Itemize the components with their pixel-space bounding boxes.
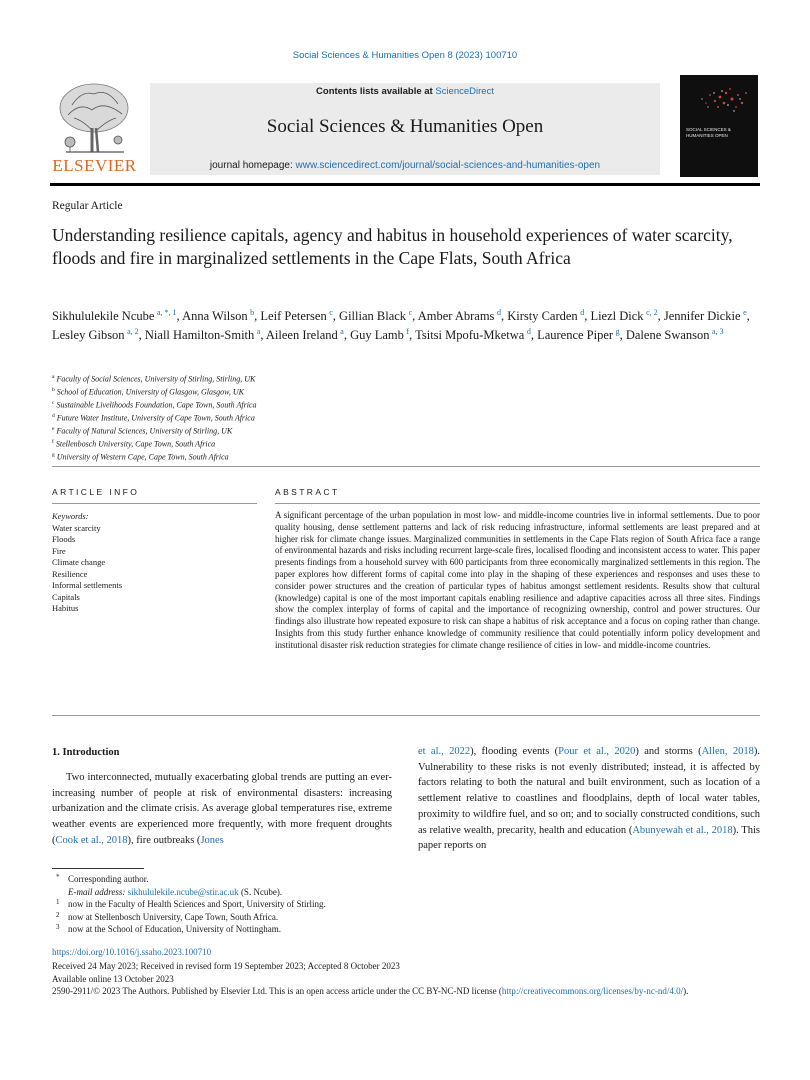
author-affiliation-marks[interactable]: c: [408, 307, 413, 317]
footnote-mark: 2: [56, 910, 60, 919]
author-affiliation-marks[interactable]: c: [329, 307, 333, 317]
doi-link[interactable]: https://doi.org/10.1016/j.ssaho.2023.100710: [52, 947, 212, 957]
citation-link[interactable]: Jones: [200, 834, 224, 846]
keywords-block: [52, 511, 252, 615]
footnotes: [52, 873, 452, 936]
affiliation-key: g: [52, 452, 55, 459]
email-label: E-mail address:: [68, 886, 126, 897]
author[interactable]: [415, 328, 531, 342]
affiliation-key: f: [52, 439, 54, 446]
intro-text: ), flooding events (: [470, 746, 559, 757]
affiliation: [52, 398, 452, 411]
author-list: Sikhululekile Ncube $^{a, *, 1}$, Anna Wilson $^b$, Leif Petersen $^c$, Gillian Black $^c$, Amber Abrams $^d$, Kirsty Carden $^d$, Liezl Dick $^{c, 2}$, Jennifer Dickie $^e$, Lesley Gibson $^{a, 2}$, Niall Hamilton-Smith $^a$, Aileen Ireland $^a$, Guy Lamb $^f$, Tsitsi Mpofu-Mketwa $^d$, Laurence Piper $^g$, Dalene Swanson $^{a, 3}$: [52, 307, 750, 342]
intro-text: ) and storms (: [635, 746, 702, 757]
affiliation: [52, 450, 452, 463]
available-online: Available online 13 October 2023: [52, 973, 174, 984]
keywords-label: Keywords:: [52, 511, 89, 521]
homepage-link[interactable]: www.sciencedirect.com/journal/social-sciences-and-humanities-open: [295, 160, 601, 171]
abstract-heading: ABSTRACT: [275, 487, 340, 497]
author[interactable]: [507, 309, 584, 323]
author-affiliation-marks[interactable]: d: [526, 326, 531, 336]
author-name: Leif Petersen: [260, 309, 327, 323]
footnote-mark: 1: [56, 898, 60, 907]
footnote-text: now at Stellenbosch University, Cape Town, South Africa.: [68, 911, 279, 922]
author-affiliation-marks[interactable]: d: [496, 307, 501, 317]
author[interactable]: [350, 328, 409, 342]
affiliation-key: d: [52, 413, 55, 420]
header-rule: [50, 183, 760, 186]
intro-text: Two interconnected, mutually exacerbating global trends are putting an ever-increasing number of people at risk of environmental disasters: increasing urbanization and the climate crisis. As average global temperatures rise, extreme weather events are experienced more frequently, with more frequent droughts (: [52, 772, 392, 846]
footnote-rule: [52, 868, 144, 869]
author-name: Tsitsi Mpofu-Mketwa: [415, 328, 525, 342]
author-name: Niall Hamilton-Smith: [144, 328, 255, 342]
keyword: Fire: [52, 545, 66, 556]
keyword: Climate change: [52, 557, 106, 567]
footnote: [52, 923, 452, 936]
author-affiliation-marks[interactable]: f: [406, 326, 410, 336]
author-name: Guy Lamb: [350, 328, 404, 342]
footnote-mark: 3: [56, 923, 60, 932]
affiliation: [52, 437, 452, 450]
intro-column-1: [52, 770, 392, 849]
author[interactable]: [339, 309, 412, 323]
affiliation-text: Stellenbosch University, Cape Town, South Africa: [55, 439, 216, 449]
footnote-text: now in the Faculty of Health Sciences and Sport, University of Stirling.: [68, 899, 326, 910]
abstract-text: A significant percentage of the urban population in most low- and middle-income countries live in informal settlements. Due to poor quality housing, dense settlement patterns and lack of risk reducing infrastructure, informal settlements are least prepared and at higher risk for climate change issues. Marginalized communities in settlements in the Cape Flats region of South Africa face a range of environmental hazards and risks including recurrent large-scale fires, localised flooding and inconsistent access to water. This paper presents findings from a household survey with 600 participants from three economically marginalized settlements in this region. The paper explores how different forms of capital come into play in the shaping of these experiences and responses and uses these to consider power structures and the creation of particular types of habitus amongst settlement residents. Results show that cultural (knowledge) capital is one of the most important capitals enabling resilience and adaptive capacities across all three sites. Findings show the complex interplay of forms of capital and the importance of recognizing ownership, control and power structures. Our findings also illustrate how repeated exposure to risk can shape a habitus of risk acceptance and a focus on coping rather than change. Insights from this study further enhance knowledge of community resilience that could potentially inform policy development and institutional disaster risk reduction strategies for climate change resilience of cities in low- and middle-income countries.: [275, 510, 760, 650]
author-affiliation-marks[interactable]: d: [580, 307, 585, 317]
affiliation-key: e: [52, 426, 55, 433]
author[interactable]: [260, 309, 332, 323]
license-suffix: ).: [683, 986, 689, 997]
contents-prefix: Contents lists available at: [316, 86, 433, 97]
section-heading-introduction: 1. Introduction: [52, 747, 120, 758]
email-link[interactable]: sikhululekile.ncube@stir.ac.uk: [127, 886, 239, 897]
footnote: [52, 911, 452, 924]
divider: [275, 503, 760, 504]
author-name: Kirsty Carden: [507, 309, 578, 323]
author-affiliation-marks[interactable]: a: [340, 326, 344, 336]
footnote-email: [52, 886, 452, 899]
affiliation-text: Future Water Institute, University of Cape Town, South Africa: [56, 413, 255, 423]
sciencedirect-link[interactable]: ScienceDirect: [435, 86, 494, 97]
author-affiliation-marks[interactable]: a: [256, 326, 261, 336]
citation-link[interactable]: Pour et al., 2020: [558, 746, 636, 757]
affiliation-key: a: [52, 374, 55, 380]
author[interactable]: [590, 309, 657, 323]
email-suffix: (S. Ncube).: [240, 886, 283, 897]
footnote-corresponding: * Corresponding author.: [56, 873, 149, 884]
author-affiliation-marks[interactable]: a, *, 1: [156, 307, 177, 317]
intro-text: ), fire outbreaks (: [127, 834, 201, 846]
citation-link[interactable]: Abunyewah et al., 2018: [632, 824, 733, 836]
affiliation-text: School of Education, University of Glasgow, Glasgow, UK: [56, 387, 244, 397]
keyword-list: [52, 523, 252, 615]
keyword: Floods: [52, 534, 76, 544]
author-affiliation-marks[interactable]: a, 3: [712, 326, 724, 336]
author[interactable]: [52, 328, 139, 342]
affiliation-text: Sustainable Livelihoods Foundation, Cape Town, South Africa: [56, 400, 257, 410]
publisher-name: ELSEVIER: [52, 156, 137, 175]
author[interactable]: [626, 328, 724, 342]
author-name: Jennifer Dickie: [663, 309, 741, 323]
article-title: Understanding resilience capitals, agency and habitus in household experiences of water scarcity, floods and fire in marginalized settlements in the Cape Flats, South Africa: [52, 225, 733, 268]
author-name: Amber Abrams: [417, 309, 495, 323]
author-name: Gillian Black: [339, 309, 407, 323]
intro-column-2: [418, 744, 760, 854]
keyword: Capitals: [52, 591, 80, 602]
footnote-notes: [52, 898, 452, 936]
affiliation-text: Faculty of Natural Sciences, University of Stirling, UK: [56, 426, 233, 436]
affiliation-key: c: [52, 400, 55, 407]
author[interactable]: [145, 328, 260, 342]
journal-cover-image[interactable]: [680, 75, 758, 177]
author[interactable]: [537, 328, 620, 342]
affiliation: [52, 424, 452, 437]
author[interactable]: [266, 328, 344, 342]
citation-link[interactable]: et al., 2022: [418, 746, 471, 757]
author-name: Sikhululekile Ncube: [52, 309, 155, 323]
divider: [52, 503, 257, 504]
affiliation: [52, 385, 452, 398]
journal-reference[interactable]: Social Sciences & Humanities Open 8 (2023) 100710: [292, 50, 518, 61]
author-affiliation-marks[interactable]: b: [250, 307, 255, 317]
affiliation: [52, 411, 452, 424]
affiliation-list: [52, 372, 452, 463]
affiliation-text: Faculty of Social Sciences, University of Stirling, Stirling, UK: [56, 374, 256, 384]
author[interactable]: [418, 309, 501, 323]
intro-text: ). This paper reports on: [418, 824, 760, 852]
footnote-text: Corresponding author.: [68, 874, 149, 884]
article-info-heading: ARTICLE INFO: [52, 487, 140, 497]
keyword: Informal settlements: [52, 580, 123, 590]
journal-title: Social Sciences & Humanities Open: [266, 116, 544, 137]
author-name: Lesley Gibson: [52, 328, 125, 342]
keyword: Resilience: [52, 568, 88, 579]
homepage-label: journal homepage:: [209, 160, 293, 171]
affiliation-text: University of Western Cape, Cape Town, South Africa: [56, 453, 229, 463]
footnote-text: now at the School of Education, University of Nottingham.: [68, 924, 281, 935]
affiliation: [52, 372, 452, 385]
divider: [52, 466, 760, 467]
license-statement: [52, 985, 760, 998]
author-name: Liezl Dick: [590, 309, 644, 323]
author[interactable]: [52, 309, 177, 323]
intro-text: ). Vulnerability to these risks is not evenly distributed; instead, it is affected by factors relating to both the natural and built environment, such as location of a settlement relative to coastlines and floodplains, depth of local water tables, proximity to wildfire fuel, and so on; and to socially constructed conditions, such as relative wealth, precarity, health and education (: [418, 746, 761, 836]
citation-link[interactable]: Allen, 2018: [701, 746, 754, 757]
author-affiliation-marks[interactable]: e: [743, 307, 747, 317]
cover-title: SOCIAL SCIENCES & HUMANITIES OPEN: [686, 127, 731, 138]
citation-link[interactable]: Cook et al., 2018: [55, 834, 128, 846]
license-text: 2590-2911/© 2023 The Authors. Published by Elsevier Ltd. This is an open access article under the CC BY-NC-ND license (: [52, 986, 502, 997]
divider: [52, 715, 760, 716]
author-affiliation-marks[interactable]: a, 2: [127, 326, 139, 336]
contents-line: [150, 86, 660, 97]
article-history: [52, 960, 760, 998]
author-name: Dalene Swanson: [625, 328, 710, 342]
article-type: Regular Article: [52, 200, 123, 212]
keyword: Habitus: [52, 603, 79, 613]
author-name: Anna Wilson: [182, 309, 248, 323]
license-link[interactable]: http://creativecommons.org/licenses/by-nc-nd/4.0/: [501, 986, 684, 997]
author-name: Laurence Piper: [537, 328, 614, 342]
author[interactable]: [182, 309, 254, 323]
author[interactable]: [664, 309, 747, 323]
journal-homepage: [150, 160, 660, 171]
received-dates: Received 24 May 2023; Received in revised form 19 September 2023; Accepted 8 October 2023: [52, 961, 400, 971]
author-affiliation-marks[interactable]: c, 2: [646, 307, 658, 317]
author-affiliation-marks[interactable]: g: [615, 326, 620, 336]
affiliation-key: b: [52, 387, 55, 394]
footnote: [52, 898, 452, 911]
keyword: Water scarcity: [52, 522, 101, 533]
author-name: Aileen Ireland: [265, 328, 338, 342]
